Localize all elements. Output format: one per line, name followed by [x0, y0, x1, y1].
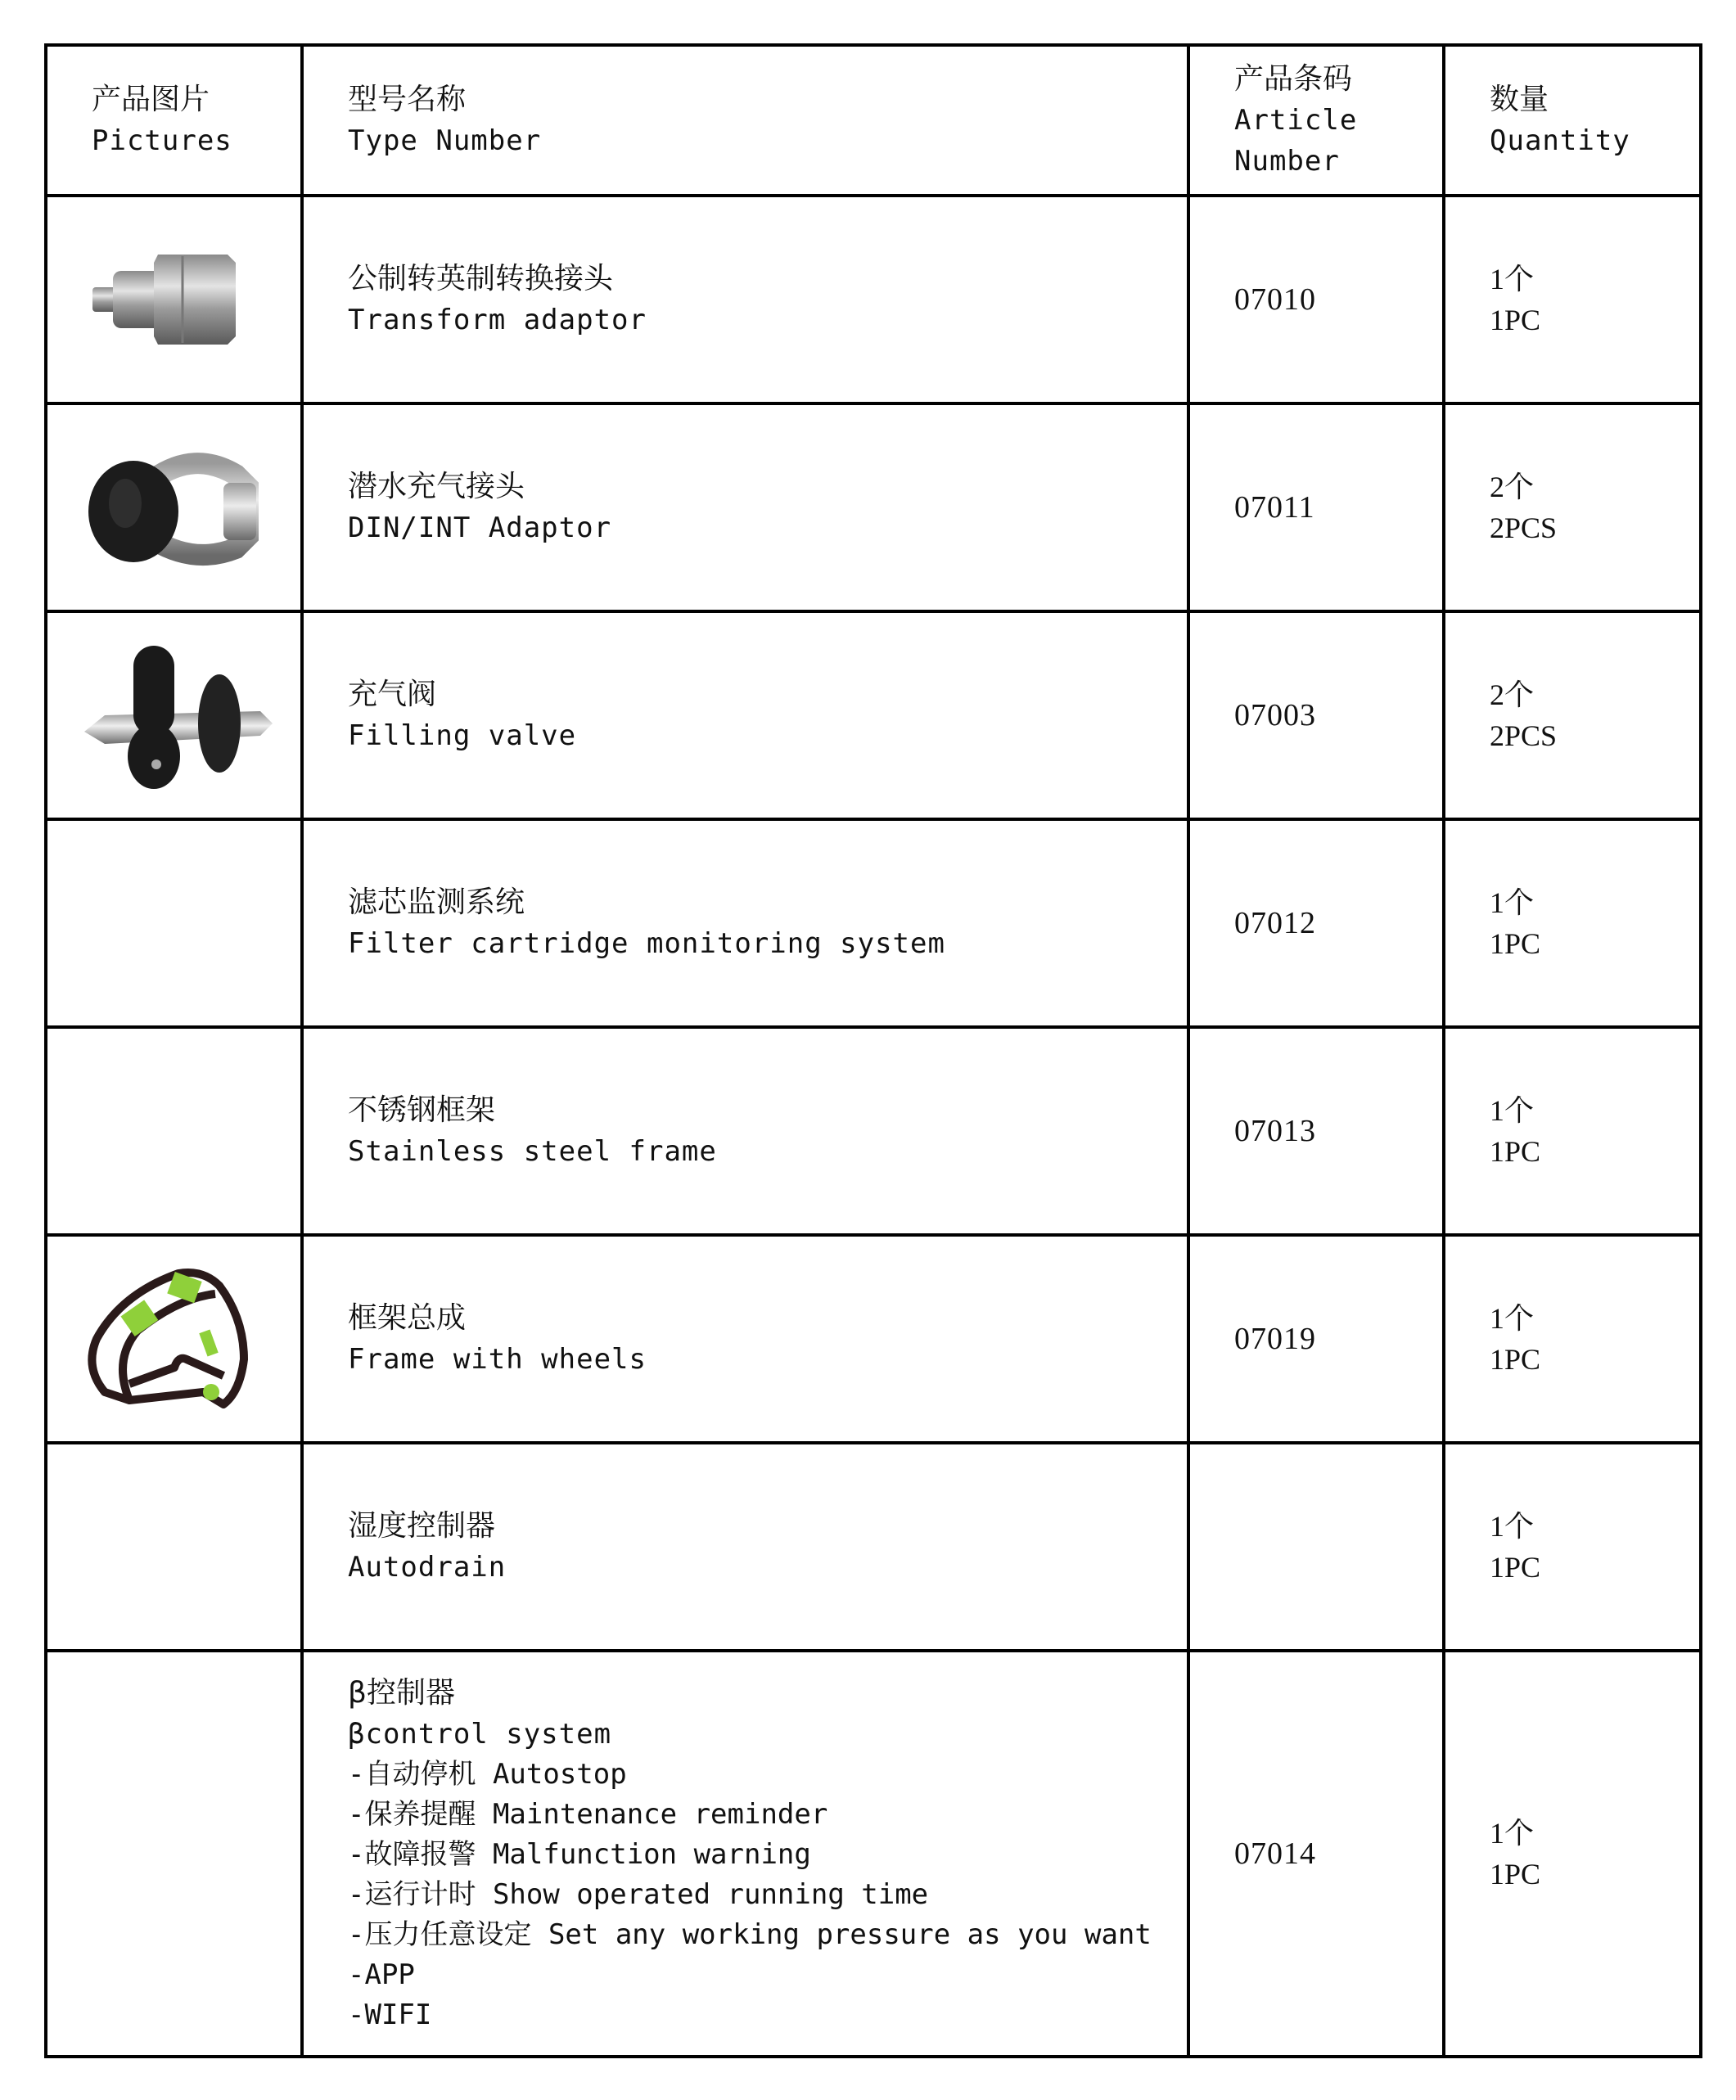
article-number: 07019 — [1234, 1321, 1316, 1356]
article-number-cell — [1188, 1235, 1444, 1443]
frame-with-wheels-photo — [80, 1261, 268, 1417]
table-row — [46, 1443, 1701, 1651]
quantity-cell — [1444, 196, 1701, 403]
quantity-cn: 1个 — [1490, 1302, 1535, 1335]
feature-autostop: -自动停机 Autostop — [348, 1757, 627, 1791]
picture-cell — [46, 611, 302, 819]
article-number: 07010 — [1234, 282, 1316, 317]
quantity-cn: 1个 — [1490, 886, 1535, 919]
item-name-cn: 框架总成 — [348, 1301, 467, 1335]
article-number-cell — [1188, 196, 1444, 403]
item-name-cn: 潜水充气接头 — [348, 470, 525, 503]
type-number-cell — [302, 196, 1188, 403]
quantity-cell — [1444, 1651, 1701, 2057]
feature-running-time: -运行计时 Show operated running time — [348, 1877, 929, 1911]
header-article-number-cn: 产品条码 — [1234, 62, 1353, 96]
quantity-cell — [1444, 1443, 1701, 1651]
item-name-cn: 公制转英制转换接头 — [348, 262, 614, 295]
quantity-en: 2PCS — [1490, 719, 1558, 752]
filling-valve-photo — [68, 638, 281, 793]
quantity-cn: 1个 — [1490, 1817, 1535, 1850]
din-int-adaptor-photo — [72, 446, 277, 569]
quantity-en: 1PC — [1490, 927, 1541, 960]
table-row — [46, 1027, 1701, 1235]
item-name-en: Filter cartridge monitoring system — [348, 927, 945, 960]
quantity-cn: 1个 — [1490, 263, 1535, 295]
type-number-cell — [302, 1235, 1188, 1443]
article-number-cell — [1188, 1027, 1444, 1235]
feature-app: -APP — [348, 1958, 415, 1991]
picture-cell — [46, 819, 302, 1027]
feature-maintenance-reminder: -保养提醒 Maintenance reminder — [348, 1797, 828, 1831]
quantity-cell — [1444, 1235, 1701, 1443]
item-name-cn: 湿度控制器 — [348, 1509, 496, 1543]
quantity-cell — [1444, 819, 1701, 1027]
quantity-en: 2PCS — [1490, 511, 1558, 544]
article-number: 07012 — [1234, 905, 1316, 940]
item-name-en: Autodrain — [348, 1551, 507, 1584]
type-number-cell — [302, 1027, 1188, 1235]
header-row — [46, 45, 1701, 196]
header-article-number — [1188, 45, 1444, 196]
header-pictures — [46, 45, 302, 196]
header-pictures-cn: 产品图片 — [92, 83, 210, 116]
item-name-cn: β控制器 — [348, 1675, 455, 1710]
picture-cell — [46, 403, 302, 611]
picture-cell — [46, 1235, 302, 1443]
type-number-cell — [302, 611, 1188, 819]
quantity-cell — [1444, 1027, 1701, 1235]
type-number-cell — [302, 1651, 1188, 2057]
header-article-number-en1: Article — [1234, 104, 1358, 137]
item-name-en: Frame with wheels — [348, 1343, 647, 1376]
article-number: 07014 — [1234, 1836, 1316, 1871]
item-name-en: DIN/INT Adaptor — [348, 511, 612, 544]
feature-malfunction-warning: -故障报警 Malfunction warning — [348, 1837, 811, 1871]
quantity-en: 1PC — [1490, 1858, 1541, 1890]
quantity-cn: 2个 — [1490, 471, 1535, 503]
item-name-en: Stainless steel frame — [348, 1135, 717, 1168]
quantity-cell — [1444, 611, 1701, 819]
article-number-cell — [1188, 1651, 1444, 2057]
header-quantity-cn: 数量 — [1490, 83, 1549, 116]
article-number-cell — [1188, 1443, 1444, 1651]
quantity-cell — [1444, 403, 1701, 611]
header-quantity-en: Quantity — [1490, 124, 1630, 157]
picture-cell — [46, 1443, 302, 1651]
item-name-en: βcontrol system — [348, 1717, 612, 1751]
table-row — [46, 611, 1701, 819]
item-name-en: Transform adaptor — [348, 304, 647, 336]
article-number-cell — [1188, 611, 1444, 819]
quantity-en: 1PC — [1490, 1135, 1541, 1168]
article-number: 07013 — [1234, 1113, 1316, 1148]
picture-cell — [46, 196, 302, 403]
quantity-cn: 1个 — [1490, 1094, 1535, 1127]
picture-cell — [46, 1027, 302, 1235]
table-row — [46, 1651, 1701, 2057]
type-number-cell — [302, 1443, 1188, 1651]
quantity-cn: 2个 — [1490, 678, 1535, 711]
article-number: 07011 — [1234, 489, 1315, 525]
quantity-en: 1PC — [1490, 1343, 1541, 1376]
transform-adaptor-photo — [76, 238, 273, 361]
header-pictures-en: Pictures — [92, 124, 232, 157]
item-name-en: Filling valve — [348, 719, 577, 752]
table-row — [46, 1235, 1701, 1443]
header-article-number-en2: Number — [1234, 145, 1340, 178]
item-name-cn: 滤芯监测系统 — [348, 886, 525, 919]
parts-list-table — [44, 43, 1702, 2058]
article-number: 07003 — [1234, 697, 1316, 732]
feature-wifi: -WIFI — [348, 1998, 432, 2031]
table-row — [46, 403, 1701, 611]
item-name-cn: 不锈钢框架 — [348, 1093, 496, 1127]
quantity-en: 1PC — [1490, 304, 1541, 336]
table-row — [46, 196, 1701, 403]
header-quantity — [1444, 45, 1701, 196]
header-type-number-cn: 型号名称 — [348, 83, 467, 116]
picture-cell — [46, 1651, 302, 2057]
quantity-cn: 1个 — [1490, 1510, 1535, 1543]
item-name-cn: 充气阀 — [348, 678, 437, 711]
quantity-en: 1PC — [1490, 1551, 1541, 1584]
header-type-number — [302, 45, 1188, 196]
header-type-number-en: Type Number — [348, 124, 542, 157]
type-number-cell — [302, 819, 1188, 1027]
article-number-cell — [1188, 403, 1444, 611]
feature-set-pressure: -压力任意设定 Set any working pressure as you want — [348, 1917, 1152, 1951]
article-number-cell — [1188, 819, 1444, 1027]
table-row — [46, 819, 1701, 1027]
type-number-cell — [302, 403, 1188, 611]
